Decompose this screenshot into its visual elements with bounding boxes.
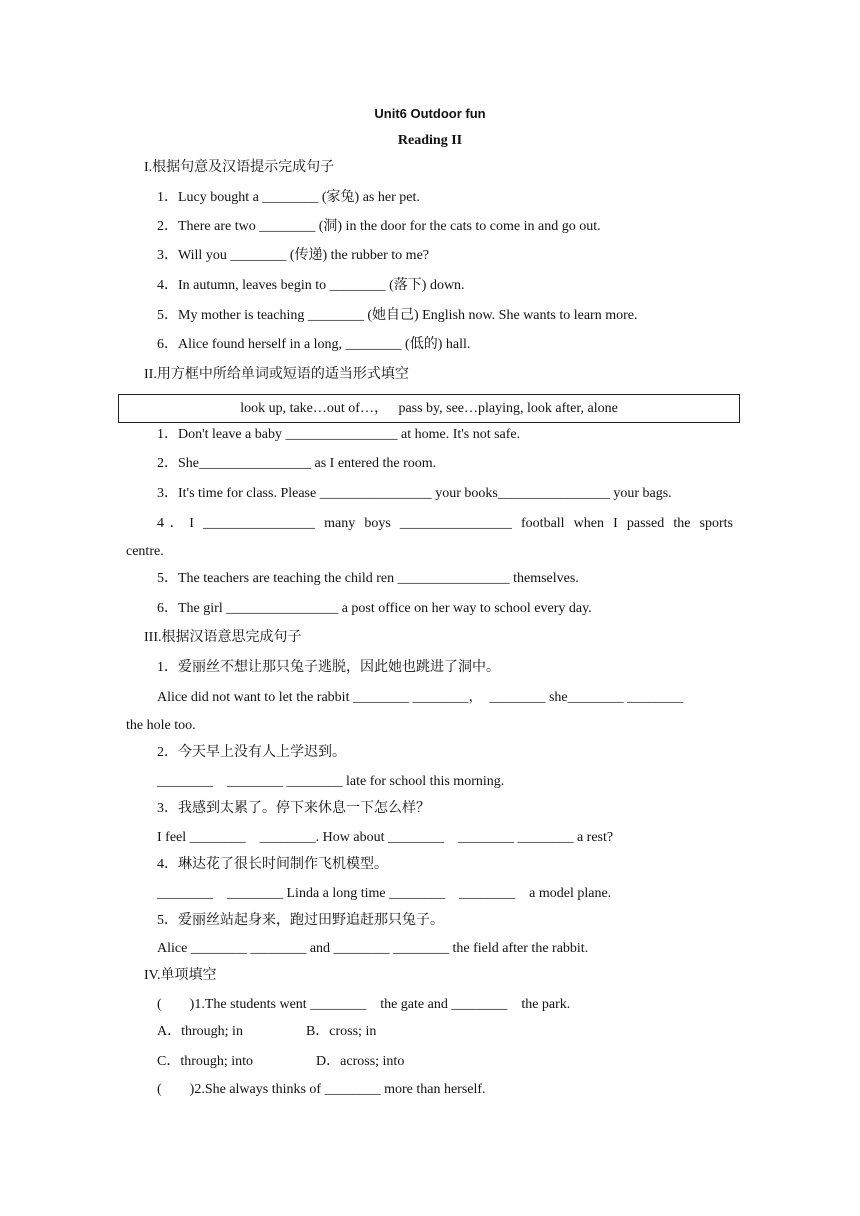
exercise-line: 1．Don't leave a baby ________________ at home. It's not safe. <box>157 427 521 442</box>
exercise-line: 3．我感到太累了。停下来休息一下怎么样？ <box>157 801 430 816</box>
exercise-line: 6．The girl ________________ a post office on her way to school every day. <box>157 601 592 616</box>
page-subtitle: Reading II <box>397 133 463 148</box>
exercise-line: I feel ________ ________. How about ________ ________ ________ a rest? <box>157 830 614 845</box>
page-title: Unit6 Outdoor fun <box>374 106 486 121</box>
exercise-line: centre. <box>126 544 164 559</box>
exercise-line: ________ ________ Linda a long time ________ ________ a model plane. <box>157 886 612 901</box>
exercise-line: 1．Lucy bought a ________ (家兔) as her pet. <box>157 190 420 205</box>
exercise-line: Alice ________ ________ and ________ ________ the field after the rabbit. <box>157 941 589 956</box>
exercise-line: 2．She________________ as I entered the room. <box>157 456 437 471</box>
exercise-line: the hole too. <box>126 718 196 733</box>
exercise-line: 5．The teachers are teaching the child ren ________________ themselves. <box>157 571 579 586</box>
section-3-heading: III.根据汉语意思完成句子 <box>144 630 302 645</box>
section-1-heading: I.根据句意及汉语提示完成句子 <box>144 160 335 175</box>
exercise-line: 3．Will you ________ (传递) the rubber to me? <box>157 248 429 263</box>
exercise-line: 4．I ________________ many boys ________________ football when I passed the sports <box>157 516 733 531</box>
word-box <box>118 394 740 423</box>
section-2-heading: II.用方框中所给单词或短语的适当形式填空 <box>144 367 409 382</box>
exercise-line: 5．My mother is teaching ________ (她自己) English now. She wants to learn more. <box>157 308 638 323</box>
choice-line: C．through; into D．across; into <box>157 1054 405 1069</box>
exercise-line: 5．爱丽丝站起身来，跑过田野追赶那只兔子。 <box>157 913 444 928</box>
exercise-line: 1．爱丽丝不想让那只兔子逃脱，因此她也跳进了洞中。 <box>157 660 500 675</box>
exercise-line: 2．今天早上没有人上学迟到。 <box>157 745 346 760</box>
exercise-line: ( )2.She always thinks of ________ more than herself. <box>157 1082 486 1097</box>
exercise-line: 6．Alice found herself in a long, ________ (低的) hall. <box>157 337 471 352</box>
section-4-heading: IV.单项填空 <box>144 968 217 983</box>
word-box-text: look up, take…out of…， pass by, see…playing, look after, alone <box>240 401 618 416</box>
exercise-line: Alice did not want to let the rabbit ________ ________， ________ she________ ________ <box>157 690 684 705</box>
exercise-line: 3．It's time for class. Please ________________ your books________________ your bags. <box>157 486 672 501</box>
choice-line: A．through; in B．cross; in <box>157 1024 377 1039</box>
exercise-line: ________ ________ ________ late for school this morning. <box>157 774 505 789</box>
exercise-line: 4．In autumn, leaves begin to ________ (落下) down. <box>157 278 465 293</box>
exercise-line: 4．琳达花了很长时间制作飞机模型。 <box>157 857 388 872</box>
exercise-line: ( )1.The students went ________ the gate and ________ the park. <box>157 997 571 1012</box>
exercise-line: 2．There are two ________ (洞) in the door for the cats to come in and go out. <box>157 219 601 234</box>
